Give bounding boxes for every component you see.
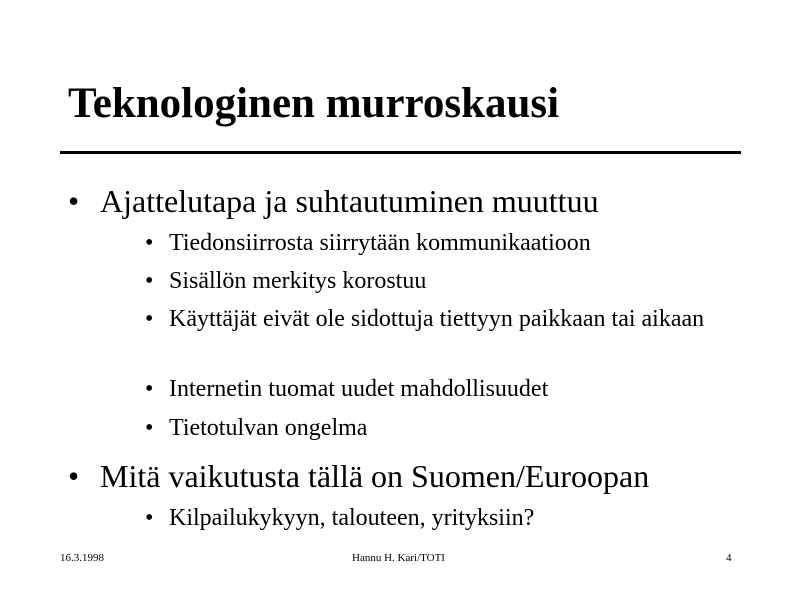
- footer-author: Hannu H. Kari/TOTI: [352, 552, 445, 564]
- footer-page-number: 4: [726, 552, 732, 564]
- footer-date: 16.3.1998: [60, 552, 104, 564]
- bullet-dot-icon: •: [145, 306, 154, 332]
- slide-title: Teknologinen murroskausi: [68, 80, 560, 127]
- bullet-text: Ajattelutapa ja suhtautuminen muuttuu: [100, 183, 599, 219]
- bullet-dot-icon: •: [68, 458, 80, 494]
- subbullet-text: Käyttäjät eivät ole sidottuja tiettyyn paikkaan tai aikaan: [169, 306, 705, 332]
- bullet-dot-icon: •: [68, 183, 80, 219]
- title-underline: [60, 151, 741, 154]
- bullet-dot-icon: •: [145, 376, 154, 402]
- subbullet-text: Tietotulvan ongelma: [169, 415, 368, 441]
- subbullet-text: Kilpailukykyyn, talouteen, yrityksiin?: [169, 505, 535, 531]
- subbullet-text: Sisällön merkitys korostuu: [169, 268, 427, 294]
- bullet-dot-icon: •: [145, 230, 154, 256]
- subbullet-text: Internetin tuomat uudet mahdollisuudet: [169, 376, 549, 402]
- bullet-dot-icon: •: [145, 268, 154, 294]
- bullet-dot-icon: •: [145, 415, 154, 441]
- bullet-text: Mitä vaikutusta tällä on Suomen/Euroopan: [100, 458, 650, 494]
- subbullet-text: Tiedonsiirrosta siirrytään kommunikaatioon: [169, 230, 591, 256]
- bullet-dot-icon: •: [145, 505, 154, 531]
